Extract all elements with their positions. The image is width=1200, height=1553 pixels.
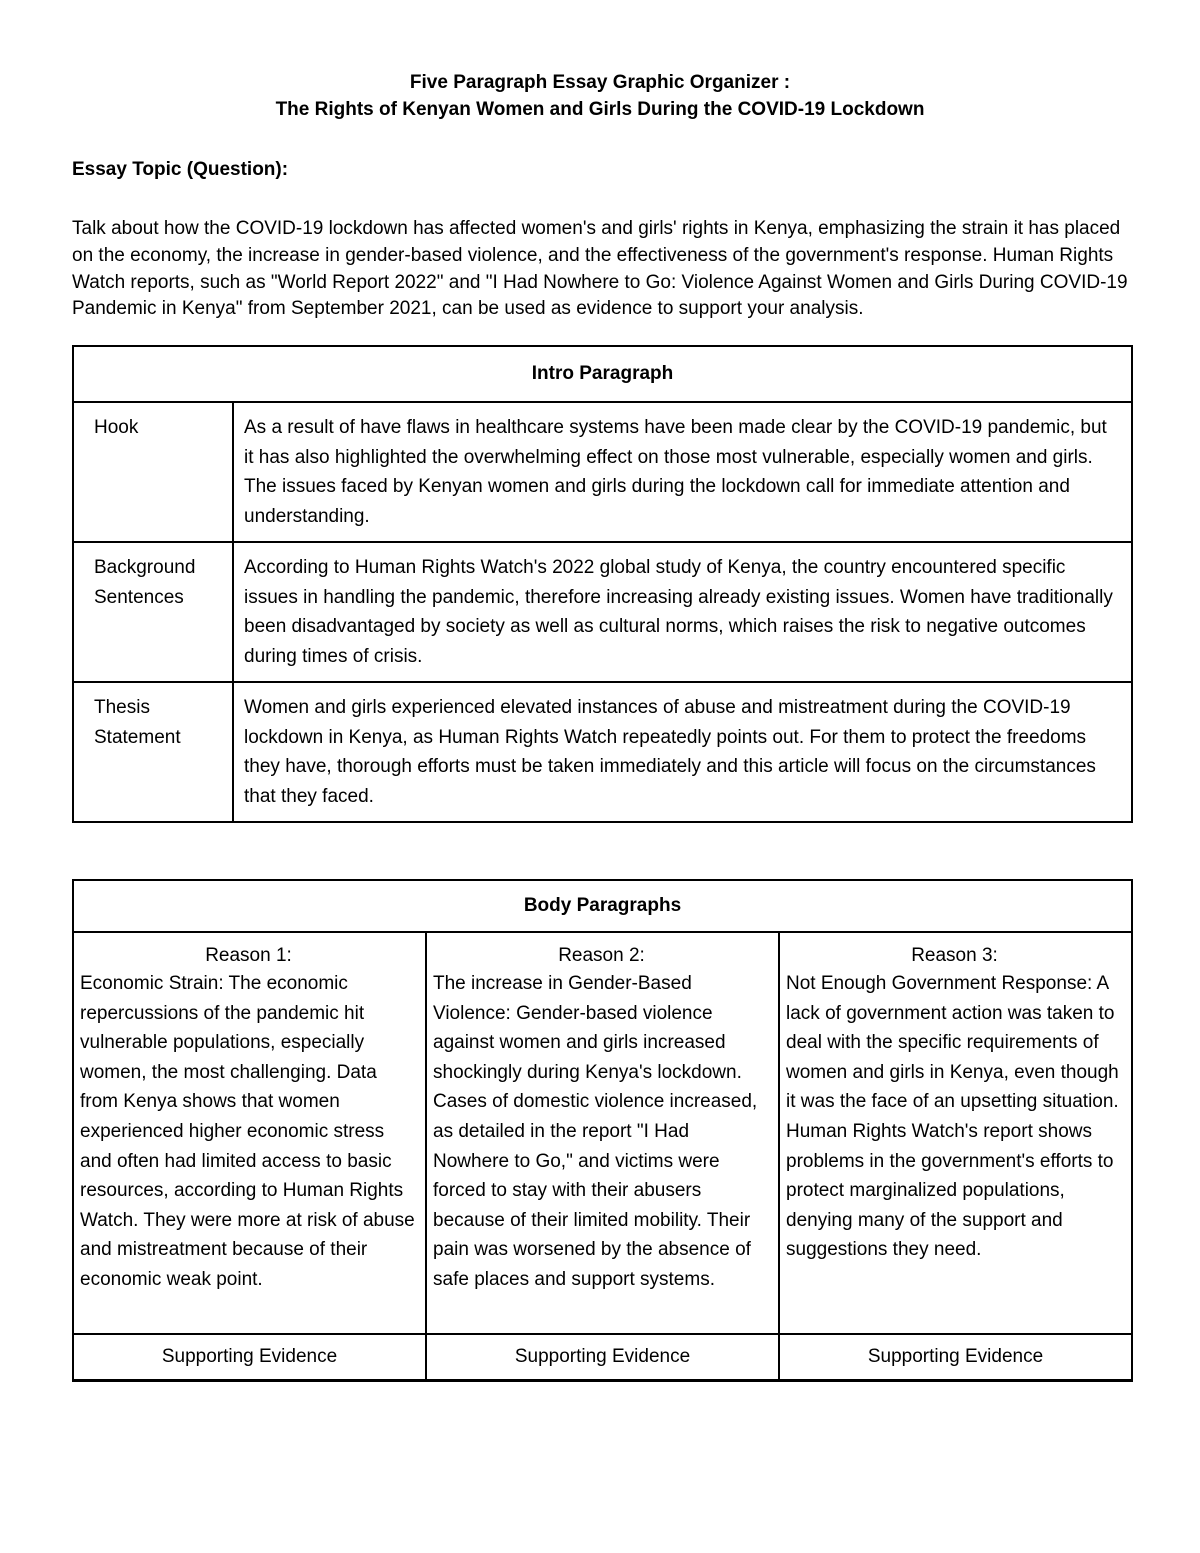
thesis-label: Thesis Statement xyxy=(73,682,233,822)
intro-header: Intro Paragraph xyxy=(73,346,1132,402)
reason-2-cell xyxy=(426,932,779,1334)
reason-1-text: Economic Strain: The economic repercussions of the pandemic hit vulnerable populations, especially women, the most challenging. Data from Kenya shows that women experienced higher economic stress and often had limited access to basic resources, according to Human Rights Watch. They were more at risk of abuse and mistreatment because of their economic weak point. xyxy=(80,973,415,1290)
reason-3-title: Reason 3: xyxy=(911,945,998,966)
table-row xyxy=(73,1334,1132,1381)
document-subtitle: The Rights of Kenyan Women and Girls During the COVID-19 Lockdown xyxy=(275,99,925,120)
table-row xyxy=(73,682,1132,822)
body-paragraphs-table xyxy=(72,879,1133,1382)
reason-3-cell xyxy=(779,932,1132,1334)
essay-topic-label: Essay Topic (Question): xyxy=(72,159,289,180)
document-title: Five Paragraph Essay Graphic Organizer : xyxy=(409,72,791,93)
reason-1-cell xyxy=(73,932,426,1334)
table-row xyxy=(73,932,1132,1334)
reason-2-text: The increase in Gender-Based Violence: Gender-based violence against women and girls increased shockingly during Kenya's lockdown. Cases of domestic violence increased, as detailed in the report "I Had Nowhere to Go," and victims were forced to stay with their abusers because of their limited mobility. Their pain was worsened by the absence of safe places and support systems. xyxy=(433,973,758,1290)
reason-3-text: Not Enough Government Response: A lack of government action was taken to deal with the specific requirements of women and girls in Kenya, even though it was the face of an upsetting situation. Human Rights Watch's report shows problems in the government's efforts to protect marginalized populations, denying many of the support and suggestions they need. xyxy=(786,973,1119,1261)
hook-text: As a result of have flaws in healthcare systems have been made clear by the COVID-19 pandemic, but it has also highlighted the overwhelming effect on those most vulnerable, especially women and girls. The issues faced by Kenyan women and girls during the lockdown call for immediate attention and understanding. xyxy=(233,402,1132,542)
essay-topic-text: Talk about how the COVID-19 lockdown has affected women's and girls' rights in Kenya, emphasizing the strain it has placed on the economy, the increase in gender-based violence, and the effectiveness of the government's response. Human Rights Watch reports, such as "World Report 2022" and "I Had Nowhere to Go: Violence Against Women and Girls During COVID-19 Pandemic in Kenya" from September 2021, can be used as evidence to support your analysis. xyxy=(72,218,1128,320)
table-row xyxy=(73,542,1132,682)
background-label: Background Sentences xyxy=(73,542,233,682)
body-header: Body Paragraphs xyxy=(73,880,1132,932)
intro-paragraph-table xyxy=(72,345,1133,823)
background-text: According to Human Rights Watch's 2022 global study of Kenya, the country encountered specific issues in handling the pandemic, therefore increasing already existing issues. Women have traditionally been disadvantaged by society as well as cultural norms, which raises the risk to negative outcomes during times of crisis. xyxy=(233,542,1132,682)
evidence-label-1: Supporting Evidence xyxy=(73,1334,426,1381)
evidence-label-2: Supporting Evidence xyxy=(426,1334,779,1381)
table-row xyxy=(73,402,1132,542)
reason-1-title: Reason 1: xyxy=(205,945,292,966)
hook-label: Hook xyxy=(73,402,233,542)
evidence-label-3: Supporting Evidence xyxy=(779,1334,1132,1381)
reason-2-title: Reason 2: xyxy=(558,945,645,966)
thesis-text: Women and girls experienced elevated instances of abuse and mistreatment during the COVID-19 lockdown in Kenya, as Human Rights Watch repeatedly points out. For them to protect the freedoms they have, thorough efforts must be taken immediately and this article will focus on the circumstances that they faced. xyxy=(233,682,1132,822)
